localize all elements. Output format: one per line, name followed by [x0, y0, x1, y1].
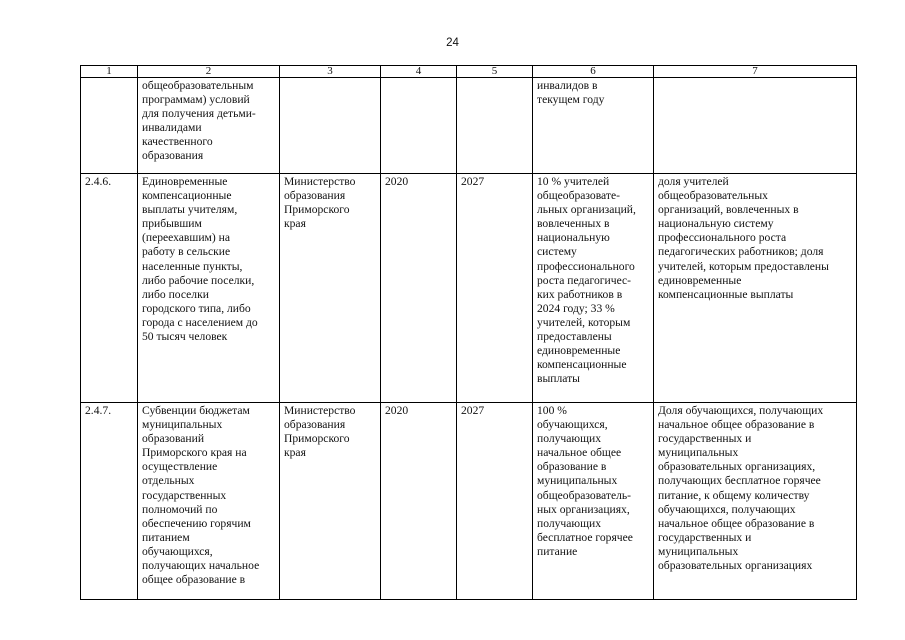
- cell-line: получающих начальное: [142, 559, 260, 573]
- cell-line: льных организаций,: [537, 203, 636, 217]
- cell-num: 2.4.6.: [81, 174, 138, 403]
- cell-line: работу в сельские: [142, 245, 231, 259]
- header-cell-7: 7: [654, 66, 857, 78]
- cell-line: национальную систему: [658, 217, 774, 231]
- cell-end: 2027: [457, 174, 533, 403]
- cell-line: качественного: [142, 135, 213, 149]
- cell-measure: [138, 78, 280, 174]
- cell-line: Приморского края на: [142, 446, 247, 460]
- cell-line: муниципальных: [658, 446, 739, 460]
- cell-line: организаций, вовлеченных в: [658, 203, 799, 217]
- cell-line: осуществление: [142, 460, 218, 474]
- page-number: 24: [446, 37, 459, 49]
- cell-line: образования: [284, 189, 346, 203]
- cell-line: общеобразовательных: [658, 189, 768, 203]
- cell-line: бесплатное горячее: [537, 530, 633, 544]
- cell-line: компенсационные выплаты: [658, 287, 794, 301]
- cell-line: ких работников в: [537, 287, 623, 301]
- cell-end: 2027: [457, 403, 533, 600]
- cell-line: отдельных: [142, 474, 195, 488]
- cell-line: либо поселки: [142, 287, 209, 301]
- cell-line: либо рабочие поселки,: [142, 273, 255, 287]
- cell-line: учителей, которым предоставлены: [658, 259, 829, 273]
- cell-indicator: [654, 78, 857, 174]
- cell-line: города с населением до: [142, 315, 258, 329]
- cell-executor: [280, 403, 381, 600]
- cell-line: начальное общее образование в: [658, 516, 815, 530]
- cell-line: края: [284, 217, 306, 231]
- cell-end: [457, 78, 533, 174]
- cell-line: обеспечению горячим: [142, 516, 251, 530]
- cell-num: [81, 78, 138, 174]
- cell-line: ных организациях,: [537, 502, 630, 516]
- cell-line: населенные пункты,: [142, 259, 243, 273]
- cell-line: 50 тысяч человек: [142, 330, 228, 344]
- cell-target: [533, 174, 654, 403]
- cell-line: единовременные: [537, 344, 621, 358]
- cell-line: Министерство: [284, 404, 356, 417]
- cell-line: национальную: [537, 231, 610, 245]
- cell-line: педагогических работников; доля: [658, 245, 824, 259]
- cell-num: 2.4.7.: [81, 403, 138, 600]
- cell-line: систему: [537, 245, 577, 259]
- cell-line: полномочий по: [142, 502, 218, 516]
- cell-line: доля учителей: [658, 175, 729, 188]
- cell-line: профессионального: [537, 259, 635, 273]
- cell-measure: [138, 403, 280, 600]
- cell-line: образования: [142, 149, 204, 163]
- cell-line: общеобразовательным: [142, 79, 254, 92]
- cell-line: муниципальных: [142, 418, 223, 432]
- cell-line: выплаты учителям,: [142, 203, 238, 217]
- cell-line: обучающихся, получающих: [658, 502, 796, 516]
- header-cell-5: 5: [457, 66, 533, 78]
- cell-line: городского типа, либо: [142, 301, 251, 315]
- cell-line: 100 %: [537, 404, 567, 417]
- cell-executor: [280, 78, 381, 174]
- cell-line: роста педагогичес-: [537, 273, 632, 287]
- table-row: [81, 403, 857, 600]
- cell-line: питание: [537, 544, 578, 558]
- cell-line: единовременные: [658, 273, 742, 287]
- cell-line: получающих: [537, 432, 601, 446]
- cell-line: инвалидов в: [537, 79, 598, 92]
- cell-line: начальное общее: [537, 446, 622, 460]
- header-cell-1: 1: [81, 66, 138, 78]
- cell-line: государственных: [142, 488, 227, 502]
- cell-line: текущем году: [537, 93, 605, 107]
- cell-indicator: [654, 403, 857, 600]
- cell-line: питание, к общему количеству: [658, 488, 810, 502]
- cell-line: предоставлены: [537, 330, 612, 344]
- cell-start: 2020: [381, 403, 457, 600]
- cell-line: образование в: [537, 460, 607, 474]
- cell-line: общее образование в: [142, 573, 246, 587]
- cell-executor: [280, 174, 381, 403]
- cell-line: образовательных организациях,: [658, 460, 816, 474]
- cell-line: компенсационные: [537, 358, 627, 372]
- cell-line: общеобразовате-: [537, 189, 620, 203]
- header-cell-3: 3: [280, 66, 381, 78]
- header-cell-4: 4: [381, 66, 457, 78]
- cell-line: Субвенции бюджетам: [142, 404, 250, 417]
- cell-line: Доля обучающихся, получающих: [658, 404, 824, 417]
- cell-start: [381, 78, 457, 174]
- cell-line: профессионального роста: [658, 231, 787, 245]
- cell-line: программам) условий: [142, 93, 250, 107]
- cell-line: учителей, которым: [537, 315, 631, 329]
- cell-line: края: [284, 446, 306, 460]
- cell-line: Министерство: [284, 175, 356, 188]
- cell-line: образовательных организациях: [658, 559, 813, 573]
- program-table: [80, 65, 857, 600]
- cell-line: получающих бесплатное горячее: [658, 474, 821, 488]
- table-row: [81, 78, 857, 174]
- cell-line: муниципальных: [658, 544, 739, 558]
- cell-line: вовлеченных в: [537, 217, 610, 231]
- cell-target: [533, 403, 654, 600]
- table-body: [81, 66, 857, 600]
- cell-target: [533, 78, 654, 174]
- cell-line: Приморского: [284, 203, 350, 217]
- cell-line: начальное общее образование в: [658, 418, 815, 432]
- cell-line: Приморского: [284, 432, 350, 446]
- cell-line: питанием: [142, 530, 190, 544]
- cell-line: 10 % учителей: [537, 175, 610, 188]
- cell-line: государственных и: [658, 530, 752, 544]
- cell-indicator: [654, 174, 857, 403]
- cell-line: муниципальных: [537, 474, 618, 488]
- cell-line: Единовременные: [142, 175, 228, 188]
- cell-line: инвалидами: [142, 121, 202, 135]
- cell-line: государственных и: [658, 432, 752, 446]
- cell-line: (переехавшим) на: [142, 231, 230, 245]
- cell-line: 2024 году; 33 %: [537, 301, 615, 315]
- cell-line: общеобразователь-: [537, 488, 632, 502]
- cell-line: обучающихся,: [142, 544, 213, 558]
- cell-line: образования: [284, 418, 346, 432]
- cell-line: получающих: [537, 516, 601, 530]
- cell-line: выплаты: [537, 372, 580, 386]
- table-row: [81, 174, 857, 403]
- header-row: [81, 66, 857, 78]
- cell-line: образований: [142, 432, 205, 446]
- cell-start: 2020: [381, 174, 457, 403]
- cell-line: для получения детьми-: [142, 107, 256, 121]
- cell-line: прибывшим: [142, 217, 202, 231]
- cell-line: обучающихся,: [537, 418, 608, 432]
- header-cell-2: 2: [138, 66, 280, 78]
- header-cell-6: 6: [533, 66, 654, 78]
- cell-line: компенсационные: [142, 189, 232, 203]
- cell-measure: [138, 174, 280, 403]
